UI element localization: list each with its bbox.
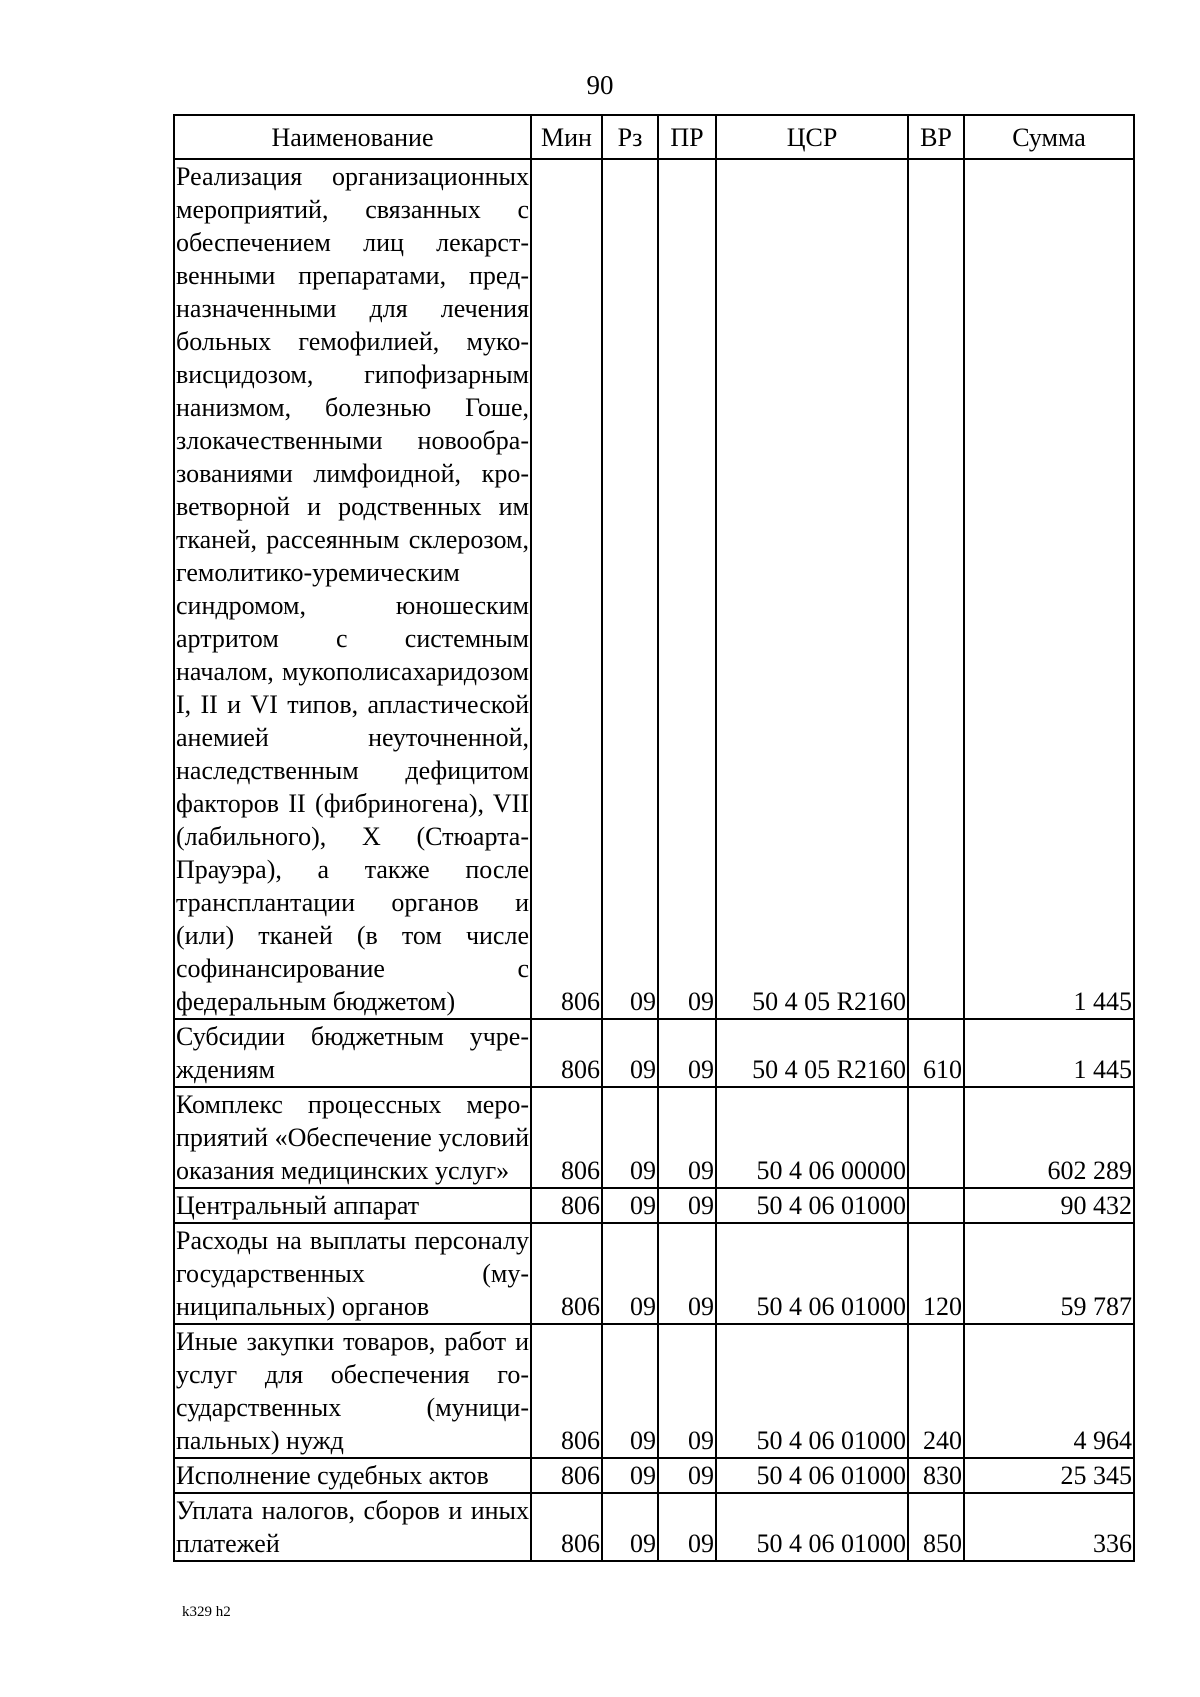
row-csr: 50 4 05 R2160: [716, 1019, 908, 1087]
row-min: 806: [531, 1019, 602, 1087]
row-csr: 50 4 06 01000: [716, 1458, 908, 1493]
row-csr: 50 4 06 00000: [716, 1087, 908, 1188]
row-min: 806: [531, 1087, 602, 1188]
row-pr: 09: [658, 1188, 716, 1223]
row-csr: 50 4 06 01000: [716, 1188, 908, 1223]
row-min: 806: [531, 1188, 602, 1223]
row-sum: 25 345: [964, 1458, 1134, 1493]
row-rz: 09: [602, 1188, 658, 1223]
table-row: [174, 1019, 1134, 1087]
row-sum: 1 445: [964, 159, 1134, 1019]
row-name: Расходы на выплаты персоналу государственных (муниципальных) органов: [174, 1223, 531, 1324]
row-min: 806: [531, 1458, 602, 1493]
table-row: [174, 1188, 1134, 1223]
table-header-row: [174, 115, 1134, 159]
row-min: 806: [531, 1324, 602, 1458]
header-vr: ВР: [908, 115, 964, 159]
row-rz: 09: [602, 1493, 658, 1561]
row-min: 806: [531, 1493, 602, 1561]
row-pr: 09: [658, 1493, 716, 1561]
row-csr: 50 4 06 01000: [716, 1223, 908, 1324]
row-csr: 50 4 06 01000: [716, 1324, 908, 1458]
table-row: [174, 1324, 1134, 1458]
row-rz: 09: [602, 1223, 658, 1324]
header-sum: Сумма: [964, 115, 1134, 159]
row-pr: 09: [658, 1087, 716, 1188]
row-rz: 09: [602, 1458, 658, 1493]
row-vr: [908, 159, 964, 1019]
row-name: Комплекс процессных мероприятий «Обеспечение условий оказания медицинских услуг»: [174, 1087, 531, 1188]
row-sum: 602 289: [964, 1087, 1134, 1188]
row-sum: 336: [964, 1493, 1134, 1561]
table-row: [174, 1223, 1134, 1324]
row-sum: 59 787: [964, 1223, 1134, 1324]
row-sum: 1 445: [964, 1019, 1134, 1087]
row-name: Иные закупки товаров, работ и услуг для обеспечения государственных (муниципальных) нужд: [174, 1324, 531, 1458]
row-vr: [908, 1188, 964, 1223]
table-row: [174, 159, 1134, 1019]
header-min: Мин: [531, 115, 602, 159]
row-sum: 90 432: [964, 1188, 1134, 1223]
row-vr: 120: [908, 1223, 964, 1324]
header-csr: ЦСР: [716, 115, 908, 159]
row-pr: 09: [658, 1223, 716, 1324]
row-rz: 09: [602, 159, 658, 1019]
row-vr: 830: [908, 1458, 964, 1493]
budget-table: [173, 114, 1135, 1562]
row-name: Субсидии бюджетным учреждениям: [174, 1019, 531, 1087]
row-vr: 850: [908, 1493, 964, 1561]
row-name: Уплата налогов, сборов и иных платежей: [174, 1493, 531, 1561]
row-vr: [908, 1087, 964, 1188]
footer-document-code: k329 h2: [182, 1604, 231, 1620]
table-row: [174, 1458, 1134, 1493]
row-name: Исполнение судебных актов: [174, 1458, 531, 1493]
row-rz: 09: [602, 1087, 658, 1188]
row-csr: 50 4 06 01000: [716, 1493, 908, 1561]
row-name: Центральный аппарат: [174, 1188, 531, 1223]
row-vr: 240: [908, 1324, 964, 1458]
header-pr: ПР: [658, 115, 716, 159]
row-rz: 09: [602, 1019, 658, 1087]
row-vr: 610: [908, 1019, 964, 1087]
row-pr: 09: [658, 159, 716, 1019]
page-number: 90: [586, 70, 614, 100]
header-rz: Рз: [602, 115, 658, 159]
row-pr: 09: [658, 1019, 716, 1087]
header-name: Наименование: [174, 115, 531, 159]
row-name: Реализация организационных мероприятий, связанных с обеспечением лиц лекарственными препаратами, предназначенными для лечения больных гемофилией, муковисцидозом, гипофизарным нанизмом, болезнью Гоше, злокачественными новообразованиями лимфоидной, кроветворной и родственных им тканей, рассеянным склерозом, гемолитико-уремическим синдромом, юношеским артритом с системным началом, мукополисахаридозом I, II и VI типов, апластической анемией неуточненной, наследственным дефицитом факторов II (фибриногена), VII (лабильного), X (Стюарта-Прауэра), а также после трансплантации органов и (или) тканей (в том числе софинансирование с федеральным бюджетом): [174, 159, 531, 1019]
row-csr: 50 4 05 R2160: [716, 159, 908, 1019]
row-pr: 09: [658, 1458, 716, 1493]
row-min: 806: [531, 159, 602, 1019]
row-min: 806: [531, 1223, 602, 1324]
table-row: [174, 1087, 1134, 1188]
row-rz: 09: [602, 1324, 658, 1458]
row-pr: 09: [658, 1324, 716, 1458]
table-row: [174, 1493, 1134, 1561]
row-sum: 4 964: [964, 1324, 1134, 1458]
